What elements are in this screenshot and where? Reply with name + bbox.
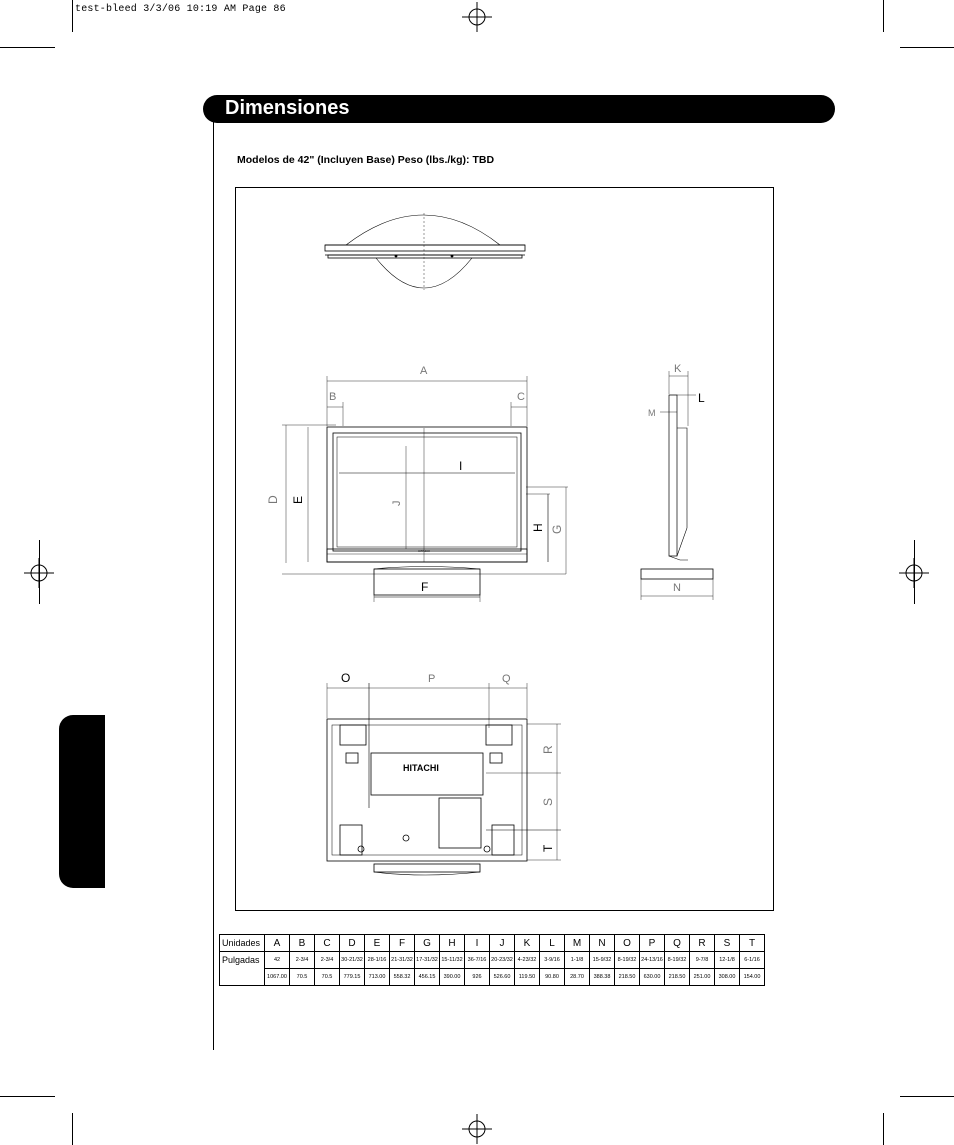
inch-cell: 36-7/16: [465, 952, 490, 969]
mm-cell: 90.80: [540, 969, 565, 986]
inch-cell: 24-13/16: [640, 952, 665, 969]
inch-cell: 8-19/32: [615, 952, 640, 969]
dimensions-table: [219, 934, 765, 986]
dim-label-L: L: [698, 391, 705, 405]
dim-label-F: F: [421, 580, 429, 594]
inch-cell: 15-9/32: [590, 952, 615, 969]
registration-mark-icon: [462, 2, 492, 32]
mm-cell: 526.60: [490, 969, 515, 986]
mm-cell: 119.50: [515, 969, 540, 986]
crop-mark: [0, 1096, 55, 1097]
inch-cell: 1-1/8: [565, 952, 590, 969]
inch-cell: 20-23/32: [490, 952, 515, 969]
table-row: [220, 935, 765, 952]
inch-cell: 12-1/8: [715, 952, 740, 969]
dim-label-S: S: [541, 797, 555, 806]
inch-label-text: Pulgadas: [222, 955, 260, 965]
col-header: D: [340, 935, 365, 952]
inch-cell: 6-1/16: [740, 952, 765, 969]
page-spine-rule: [213, 122, 214, 1050]
crop-mark: [72, 0, 73, 32]
dim-label-K: K: [674, 363, 682, 375]
mm-cell: 308.00: [715, 969, 740, 986]
col-header: N: [590, 935, 615, 952]
crop-mark: [883, 0, 884, 32]
mm-cell: 926: [465, 969, 490, 986]
crop-mark: [0, 47, 55, 48]
back-brand-logo: HITACHI: [403, 763, 439, 773]
crop-mark: [900, 1096, 954, 1097]
mm-cell: 154.00: [740, 969, 765, 986]
mm-cell: 558.32: [390, 969, 415, 986]
mm-cell: 779.15: [340, 969, 365, 986]
inch-cell: 8-19/32: [665, 952, 690, 969]
col-header: T: [740, 935, 765, 952]
inch-cell: 2-3/4: [315, 952, 340, 969]
inch-cell: 42: [265, 952, 290, 969]
inch-cell: 15-11/32: [440, 952, 465, 969]
col-header: E: [365, 935, 390, 952]
inch-cell: 9-7/8: [690, 952, 715, 969]
mm-cell: 388.38: [590, 969, 615, 986]
front-brand: HITACHI: [418, 549, 430, 553]
dim-label-C: C: [517, 391, 525, 403]
front-view-drawing: [282, 376, 568, 602]
dim-label-A: A: [420, 365, 428, 377]
dim-label-Q: Q: [502, 673, 511, 685]
mm-cell: 713.00: [365, 969, 390, 986]
col-header: C: [315, 935, 340, 952]
mm-cell: 251.00: [690, 969, 715, 986]
dimension-diagram: [235, 187, 774, 911]
dim-label-I: I: [459, 459, 463, 473]
inch-cell: 17-31/32: [415, 952, 440, 969]
crop-mark: [39, 540, 40, 604]
crop-mark: [883, 1113, 884, 1145]
mm-cell: 390.00: [440, 969, 465, 986]
mm-cell: 630.00: [640, 969, 665, 986]
col-header: K: [515, 935, 540, 952]
col-header: P: [640, 935, 665, 952]
col-header: O: [615, 935, 640, 952]
dim-label-N: N: [673, 582, 681, 594]
dim-label-G: G: [550, 524, 564, 534]
crop-mark: [72, 1113, 73, 1145]
crop-mark: [900, 47, 954, 48]
dim-label-O: O: [341, 671, 351, 685]
mm-cell: 456.15: [415, 969, 440, 986]
inch-cell: 3-9/16: [540, 952, 565, 969]
mm-cell: 70.5: [315, 969, 340, 986]
registration-mark-icon: [462, 1114, 492, 1144]
crop-mark: [914, 540, 915, 604]
back-view-drawing: [327, 683, 561, 875]
model-subtitle: Modelos de 42" (Incluyen Base) Peso (lbs./kg): TBD: [237, 154, 495, 166]
col-header: B: [290, 935, 315, 952]
col-header: R: [690, 935, 715, 952]
dim-label-J: J: [391, 500, 403, 506]
table-row: [220, 952, 765, 969]
dim-label-R: R: [541, 745, 555, 754]
inch-cell: 2-3/4: [290, 952, 315, 969]
dim-label-D: D: [266, 495, 280, 504]
col-header: H: [440, 935, 465, 952]
inch-label: [220, 952, 265, 986]
title-bar: [203, 95, 835, 123]
side-view-drawing: [641, 371, 713, 600]
col-header: M: [565, 935, 590, 952]
dim-label-P: P: [428, 673, 436, 685]
col-header: A: [265, 935, 290, 952]
side-tab: [59, 715, 105, 888]
inch-cell: 30-21/32: [340, 952, 365, 969]
dim-label-H: H: [531, 523, 545, 532]
col-header: G: [415, 935, 440, 952]
inch-cell: 28-1/16: [365, 952, 390, 969]
dim-label-M: M: [648, 408, 656, 418]
mm-cell: 218.50: [615, 969, 640, 986]
col-header: J: [490, 935, 515, 952]
inch-cell: 4-23/32: [515, 952, 540, 969]
units-label: Unidades: [220, 935, 265, 952]
dim-label-T: T: [541, 844, 555, 852]
print-slug: test-bleed 3/3/06 10:19 AM Page 86: [75, 4, 286, 15]
inch-cell: 21-31/32: [390, 952, 415, 969]
top-view-drawing: [325, 213, 525, 290]
page-title: Dimensiones: [225, 97, 350, 119]
col-header: S: [715, 935, 740, 952]
col-header: L: [540, 935, 565, 952]
col-header: I: [465, 935, 490, 952]
table-row: [220, 969, 765, 986]
col-header: F: [390, 935, 415, 952]
mm-cell: 218.50: [665, 969, 690, 986]
col-header: Q: [665, 935, 690, 952]
mm-cell: 1067.00: [265, 969, 290, 986]
mm-cell: 28.70: [565, 969, 590, 986]
mm-cell: 70.5: [290, 969, 315, 986]
dim-label-B: B: [329, 391, 337, 403]
dim-label-E: E: [291, 495, 305, 504]
